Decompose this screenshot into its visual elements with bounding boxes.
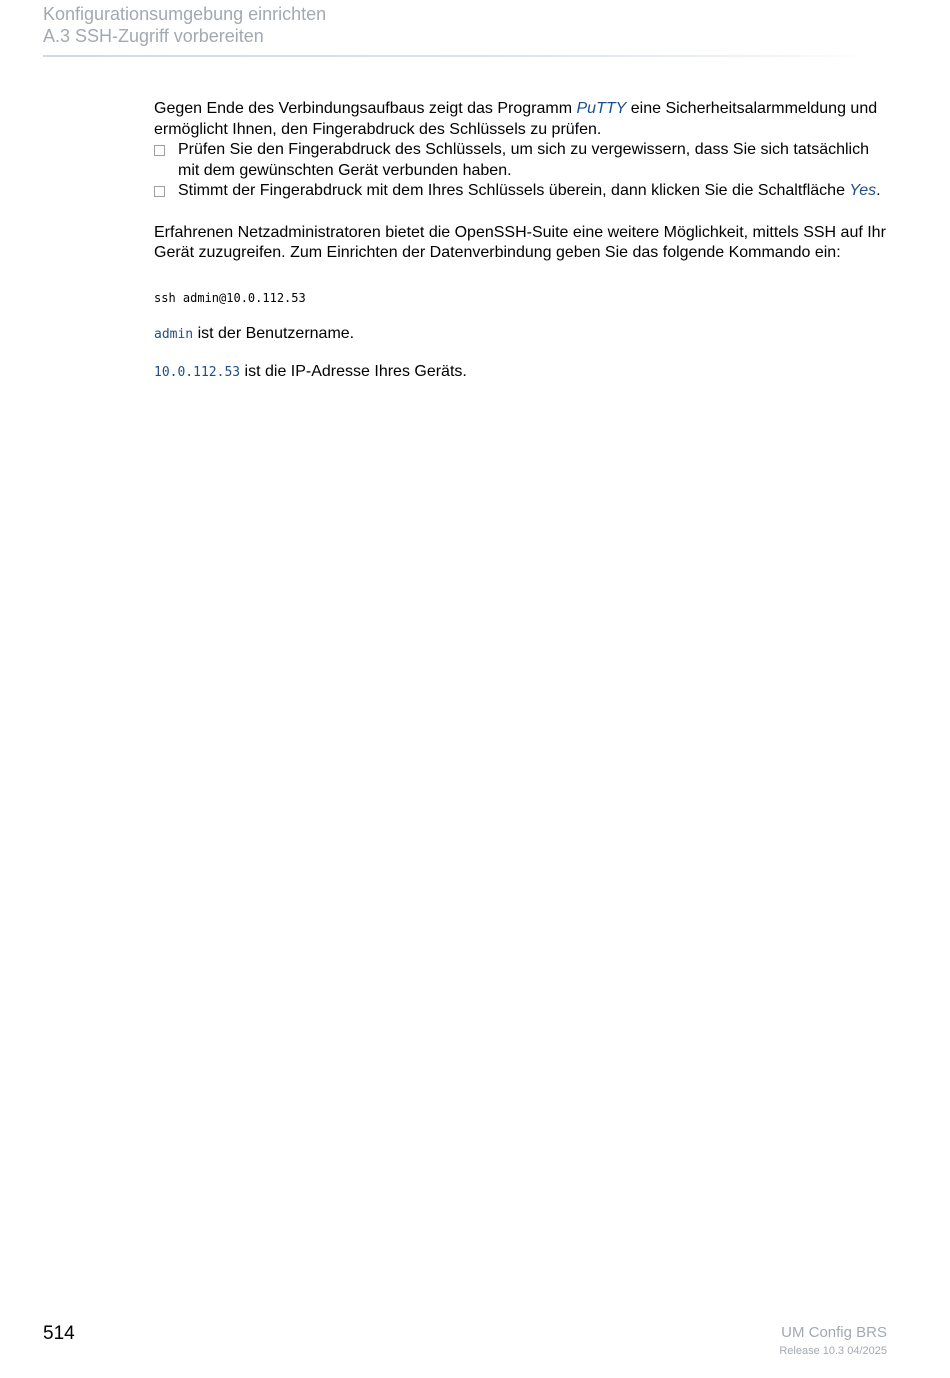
username-code: admin (154, 326, 194, 342)
yes-button-reference: Yes (849, 182, 877, 199)
document-title: UM Config BRS (781, 1324, 887, 1341)
step-text-after: . (876, 182, 881, 199)
chapter-title: Konfigurationsumgebung einrichten (43, 4, 327, 24)
checkbox-icon (154, 186, 165, 197)
username-note (154, 324, 894, 346)
username-note-text: ist der Benutzername. (193, 324, 355, 342)
ip-note (154, 362, 894, 384)
ip-note-text: ist die IP-Adresse Ihres Geräts. (240, 363, 467, 380)
release-info: Release 10.3 04/2025 (779, 1345, 887, 1357)
list-item (154, 140, 894, 181)
intro-text-after: eine Sicherheitsalarmmeldung und ermöglicht Ihnen, den Fingerabdruck des Schlüssels zu prüfen. (154, 100, 878, 138)
running-header (43, 3, 873, 47)
step-text-before: Stimmt der Fingerabdruck mit dem Ihres Schlüssels überein, dann klicken Sie die Schaltfläche (178, 182, 850, 199)
page-content (154, 99, 894, 384)
ip-address-code: 10.0.112.53 (154, 365, 241, 380)
page-number: 514 (43, 1323, 75, 1344)
intro-paragraph (154, 99, 894, 140)
checkbox-icon (154, 145, 165, 156)
ssh-command: ssh admin@10.0.112.53 (154, 290, 306, 305)
section-title: A.3 SSH-Zugriff vorbereiten (43, 26, 264, 46)
footer-document-info (779, 1324, 887, 1358)
header-divider (43, 55, 873, 57)
step-list (154, 140, 894, 202)
program-name: PuTTY (576, 100, 627, 117)
list-item (154, 181, 894, 202)
step-text: Prüfen Sie den Fingerabdruck des Schlüssels, um sich zu vergewissern, dass Sie sich tatsächlich mit dem gewünschten Gerät verbunden haben. (178, 141, 869, 179)
intro-text-before: Gegen Ende des Verbindungsaufbaus zeigt das Programm (154, 100, 577, 117)
openssh-paragraph: Erfahrenen Netzadministratoren bietet die OpenSSH-Suite eine weitere Möglichkeit, mittels SSH auf Ihr Gerät zuzugreifen. Zum Einrichten der Datenverbindung geben Sie das folgende Kommando ein: (154, 223, 886, 261)
